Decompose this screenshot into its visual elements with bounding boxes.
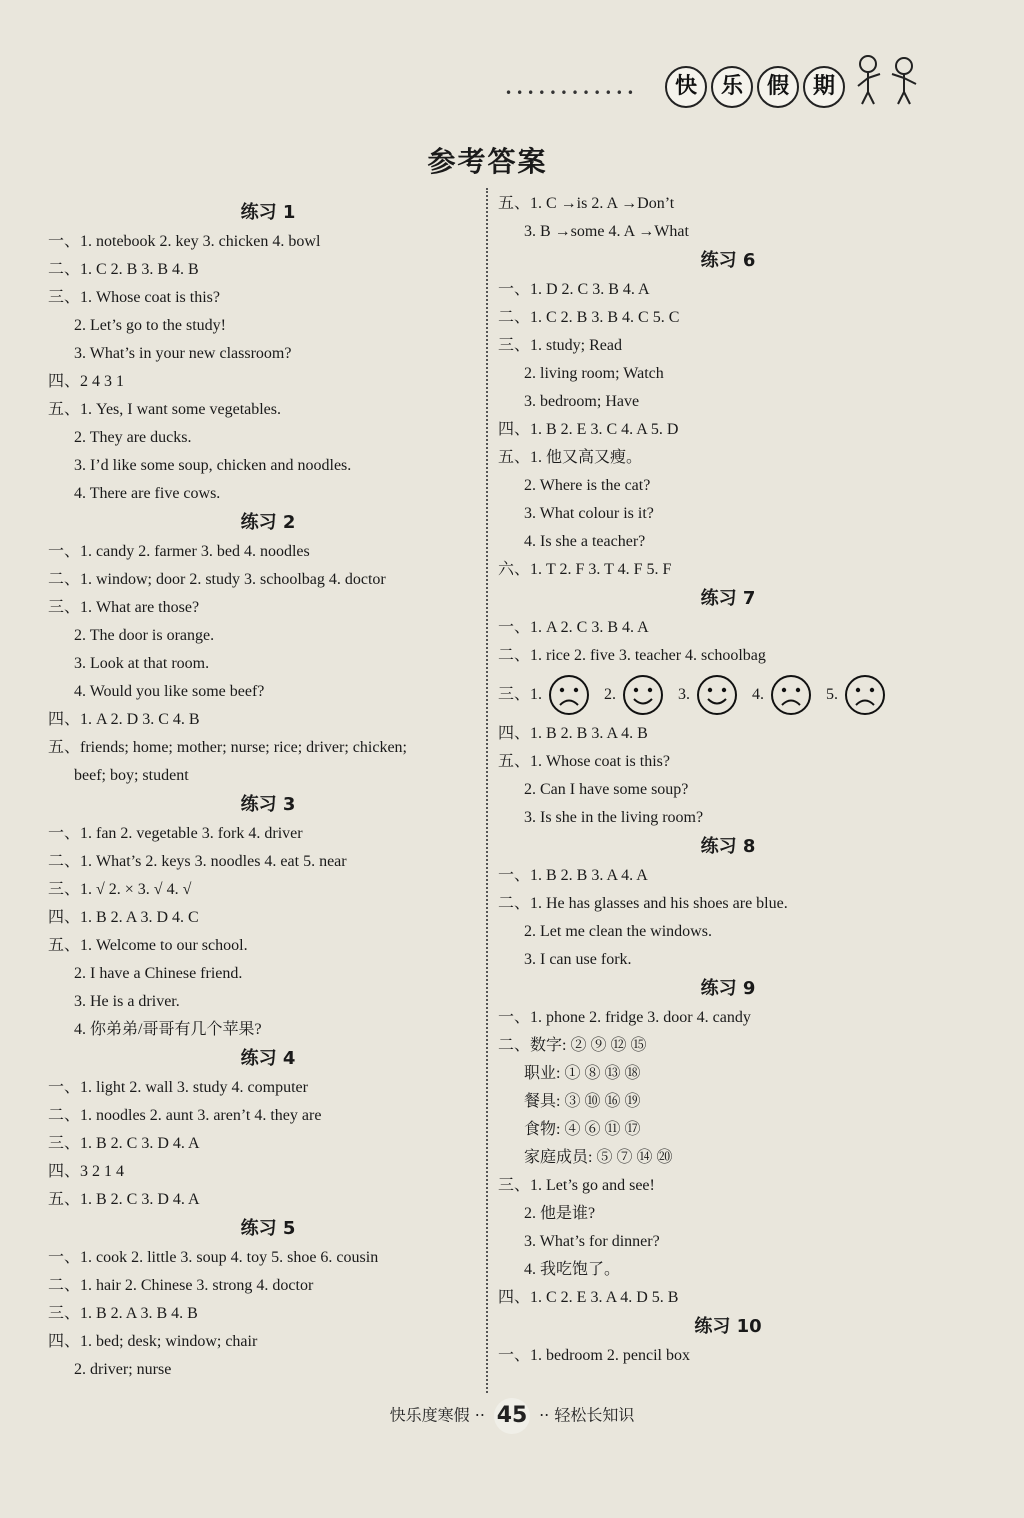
- logo-char: 假: [757, 66, 799, 108]
- face-answer-number: 4.: [752, 686, 765, 703]
- answer-line: 二、1. rice 2. five 3. teacher 4. schoolbag: [498, 647, 766, 664]
- face-answer-number: 2.: [604, 686, 617, 703]
- answer-line: 一、1. light 2. wall 3. study 4. computer: [48, 1079, 308, 1096]
- answer-line: 4. There are five cows.: [74, 485, 221, 502]
- exercise-title: 练习 6: [700, 250, 756, 271]
- answer-line: 家庭成员: ⑤ ⑦ ⑭ ⑳: [524, 1149, 673, 1166]
- answer-line: 一、1. A 2. C 3. B 4. A: [498, 619, 649, 636]
- answer-line: 六、1. T 2. F 3. T 4. F 5. F: [498, 561, 672, 578]
- answer-line: 四、2 4 3 1: [48, 373, 125, 390]
- exercise-title: 练习 5: [240, 1218, 296, 1239]
- answer-line: 二、1. window; door 2. study 3. schoolbag 4. doctor: [48, 571, 386, 588]
- answer-line: 一、1. phone 2. fridge 3. door 4. candy: [498, 1009, 751, 1026]
- answer-line: 2. Let’s go to the study!: [74, 317, 226, 334]
- answer-line: 三、1. What are those?: [48, 599, 200, 616]
- answer-line: 3. He is a driver.: [74, 993, 180, 1010]
- answer-line: 一、1. bedroom 2. pencil box: [498, 1347, 690, 1364]
- kids-illustration-icon: [850, 48, 925, 108]
- answer-line: 四、1. bed; desk; window; chair: [48, 1333, 258, 1350]
- answer-line: 3. I’d like some soup, chicken and noodles.: [74, 457, 352, 474]
- answer-line: 2. They are ducks.: [74, 429, 192, 446]
- answer-line: 五、friends; home; mother; nurse; rice; driver; chicken;: [48, 739, 408, 756]
- answer-line: 三、1. Let’s go and see!: [498, 1177, 655, 1194]
- answer-line: beef; boy; student: [74, 767, 189, 784]
- footer: [0, 1398, 1024, 1434]
- sad-face-icon: [548, 674, 590, 716]
- answer-line: 3. What’s for dinner?: [524, 1233, 660, 1250]
- face-answer: [604, 670, 664, 720]
- answer-line: 五、1. B 2. C 3. D 4. A: [48, 1191, 200, 1208]
- answer-line: 二、1. C 2. B 3. B 4. C 5. C: [498, 309, 680, 326]
- header-logo: [665, 66, 845, 108]
- sad-face-icon: [770, 674, 812, 716]
- footer-right-text: ·· 轻松长知识: [539, 1405, 635, 1425]
- face-answer-number: 3.: [678, 686, 691, 703]
- answer-line: 二、数字: ② ⑨ ⑫ ⑮: [498, 1037, 647, 1054]
- face-answer: [530, 670, 590, 720]
- face-answer-number: 1.: [530, 686, 543, 703]
- answer-line: 三、1. Whose coat is this?: [48, 289, 220, 306]
- answer-line: 2. The door is orange.: [74, 627, 215, 644]
- answer-line: 职业: ① ⑧ ⑬ ⑱: [524, 1065, 641, 1082]
- answer-line: 一、1. candy 2. farmer 3. bed 4. noodles: [48, 543, 310, 560]
- answer-line: 四、3 2 1 4: [48, 1163, 125, 1180]
- answer-line: 二、1. C 2. B 3. B 4. B: [48, 261, 199, 278]
- left-column: [48, 198, 488, 1384]
- answer-line: 4. Is she a teacher?: [524, 533, 646, 550]
- answer-line: 2. driver; nurse: [74, 1361, 172, 1378]
- answer-line: 三、1. study; Read: [498, 337, 622, 354]
- answer-line: 一、1. D 2. C 3. B 4. A: [498, 281, 650, 298]
- exercise-title: 练习 3: [240, 794, 296, 815]
- answer-line: 4. 你弟弟/哥哥有几个苹果?: [74, 1021, 262, 1038]
- header-dots: ••••••••••••: [505, 86, 638, 100]
- answer-line: 4. Would you like some beef?: [74, 683, 265, 700]
- answer-line: 4. 我吃饱了。: [524, 1261, 621, 1278]
- answer-line: 3. Is she in the living room?: [524, 809, 704, 826]
- happy-face-icon: [696, 674, 738, 716]
- answer-line: 三、1. B 2. A 3. B 4. B: [48, 1305, 198, 1322]
- answer-line: 餐具: ③ ⑩ ⑯ ⑲: [524, 1093, 641, 1110]
- answer-line: 五、1. Whose coat is this?: [498, 753, 670, 770]
- answer-line: 3. I can use fork.: [524, 951, 632, 968]
- answer-line: 四、1. C 2. E 3. A 4. D 5. B: [498, 1289, 679, 1306]
- answer-line: 2. I have a Chinese friend.: [74, 965, 243, 982]
- exercise-title: 练习 7: [700, 588, 756, 609]
- answer-line: 2. Can I have some soup?: [524, 781, 689, 798]
- answer-line: 3. What’s in your new classroom?: [74, 345, 292, 362]
- answer-line: 一、1. notebook 2. key 3. chicken 4. bowl: [48, 233, 321, 250]
- footer-left-text: 快乐度寒假 ··: [389, 1405, 485, 1425]
- page-number: 45: [494, 1398, 530, 1434]
- answer-line: 四、1. B 2. A 3. D 4. C: [48, 909, 199, 926]
- answer-prefix: 三、: [498, 686, 531, 703]
- happy-face-icon: [622, 674, 664, 716]
- answer-line: 二、1. noodles 2. aunt 3. aren’t 4. they are: [48, 1107, 322, 1124]
- face-answer: [752, 670, 812, 720]
- answer-line: 四、1. A 2. D 3. C 4. B: [48, 711, 200, 728]
- answer-line: 五、1. Yes, I want some vegetables.: [48, 401, 282, 418]
- face-answer: [826, 670, 886, 720]
- answer-line: 3. What colour is it?: [524, 505, 654, 522]
- answer-line: 三、1. √ 2. × 3. √ 4. √: [48, 881, 192, 898]
- answer-line: 食物: ④ ⑥ ⑪ ⑰: [524, 1121, 641, 1138]
- answer-line: 3. Look at that room.: [74, 655, 210, 672]
- answer-line: 三、1. B 2. C 3. D 4. A: [48, 1135, 200, 1152]
- logo-char: 乐: [711, 66, 753, 108]
- answer-line: 五、1. C →is 2. A →Don’t: [498, 195, 675, 212]
- answer-line: 一、1. fan 2. vegetable 3. fork 4. driver: [48, 825, 303, 842]
- logo-char: 期: [803, 66, 845, 108]
- answer-line: 2. living room; Watch: [524, 365, 664, 382]
- answer-line: 3. B →some 4. A →What: [524, 223, 689, 240]
- face-answer-number: 5.: [826, 686, 839, 703]
- logo-char: 快: [665, 66, 707, 108]
- exercise-title: 练习 2: [240, 512, 296, 533]
- exercise-title: 练习 9: [700, 978, 756, 999]
- answer-line: 四、1. B 2. E 3. C 4. A 5. D: [498, 421, 679, 438]
- answer-line: 四、1. B 2. B 3. A 4. B: [498, 725, 648, 742]
- sad-face-icon: [844, 674, 886, 716]
- answer-line: 2. Where is the cat?: [524, 477, 651, 494]
- face-answer: [678, 670, 738, 720]
- answer-line: 2. 他是谁?: [524, 1205, 596, 1222]
- answer-line: 二、1. What’s 2. keys 3. noodles 4. eat 5. near: [48, 853, 347, 870]
- answer-line: 二、1. hair 2. Chinese 3. strong 4. doctor: [48, 1277, 314, 1294]
- answer-line: 一、1. cook 2. little 3. soup 4. toy 5. shoe 6. cousin: [48, 1249, 379, 1266]
- answer-line: 五、1. 他又高又瘦。: [498, 449, 643, 466]
- answer-line: 二、1. He has glasses and his shoes are blue.: [498, 895, 788, 912]
- face-answer-row: [498, 670, 958, 720]
- answer-line: 一、1. B 2. B 3. A 4. A: [498, 867, 648, 884]
- exercise-title: 练习 8: [700, 836, 756, 857]
- exercise-title: 练习 4: [240, 1048, 296, 1069]
- answer-line: 3. bedroom; Have: [524, 393, 640, 410]
- exercise-title: 练习 1: [240, 202, 296, 223]
- answer-line: 2. Let me clean the windows.: [524, 923, 712, 940]
- page-title: 参考答案: [427, 145, 548, 178]
- answer-line: 五、1. Welcome to our school.: [48, 937, 248, 954]
- right-column: [498, 190, 958, 1370]
- exercise-title: 练习 10: [694, 1316, 762, 1337]
